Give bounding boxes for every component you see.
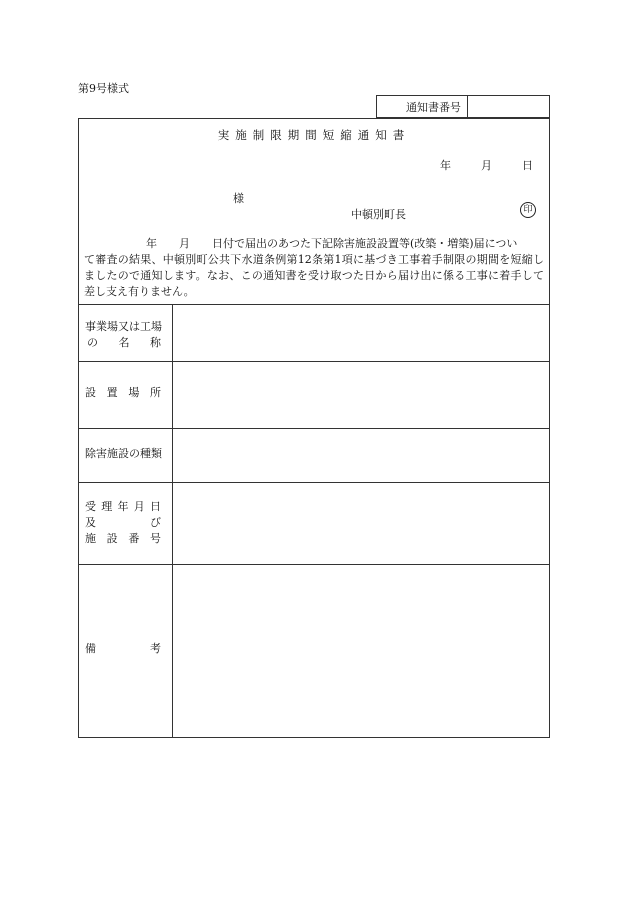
row-label-facility-name-line2: の 名 称 [87,336,161,349]
issuer-name: 中頓別町長 [351,208,406,221]
date-month: 月 [481,159,492,172]
notice-number-label: 通知書番号 [377,96,468,117]
body-rest: て審査の結果、中頓別町公共下水道条例第12条第1項に基づき工事着手制限の期間を短縮しましたので通知します。なお、この通知書を受け取つた日から届け出に係る工事に着手して差し支え有りません。 [84,253,544,298]
addressee-suffix: 様 [233,192,244,205]
table-column-divider [172,304,173,737]
row-divider [79,428,549,429]
table-top-border [79,304,549,305]
form-frame [78,118,550,738]
date-line [440,157,533,173]
row-label-received-date: 受 理 年 月 日 及 び 施 設 番 号 [85,500,161,545]
form-number: 第9号様式 [78,82,129,95]
row-label-facility-name: 事業場又は工場 の 名 称 [85,319,167,351]
date-day: 日 [522,159,533,172]
seal-mark: 印 [520,202,536,218]
document-title: 実施制限期間短縮通知書 [217,128,411,142]
row-label-location: 設 置 場 所 [85,386,161,399]
row-divider [79,564,549,565]
date-year: 年 [440,159,451,172]
row-divider [79,482,549,483]
body-text [84,236,544,300]
row-label-remarks: 備 考 [85,642,161,655]
row-label-facility-type: 除害施設の種類 [85,447,162,460]
body-first-line: 年 月 日付で届出のあつた下記除害施設設置等(改築・増築)届につい [146,237,518,250]
notice-number-field[interactable] [468,96,549,117]
notice-number-box [376,95,550,118]
row-divider [79,361,549,362]
